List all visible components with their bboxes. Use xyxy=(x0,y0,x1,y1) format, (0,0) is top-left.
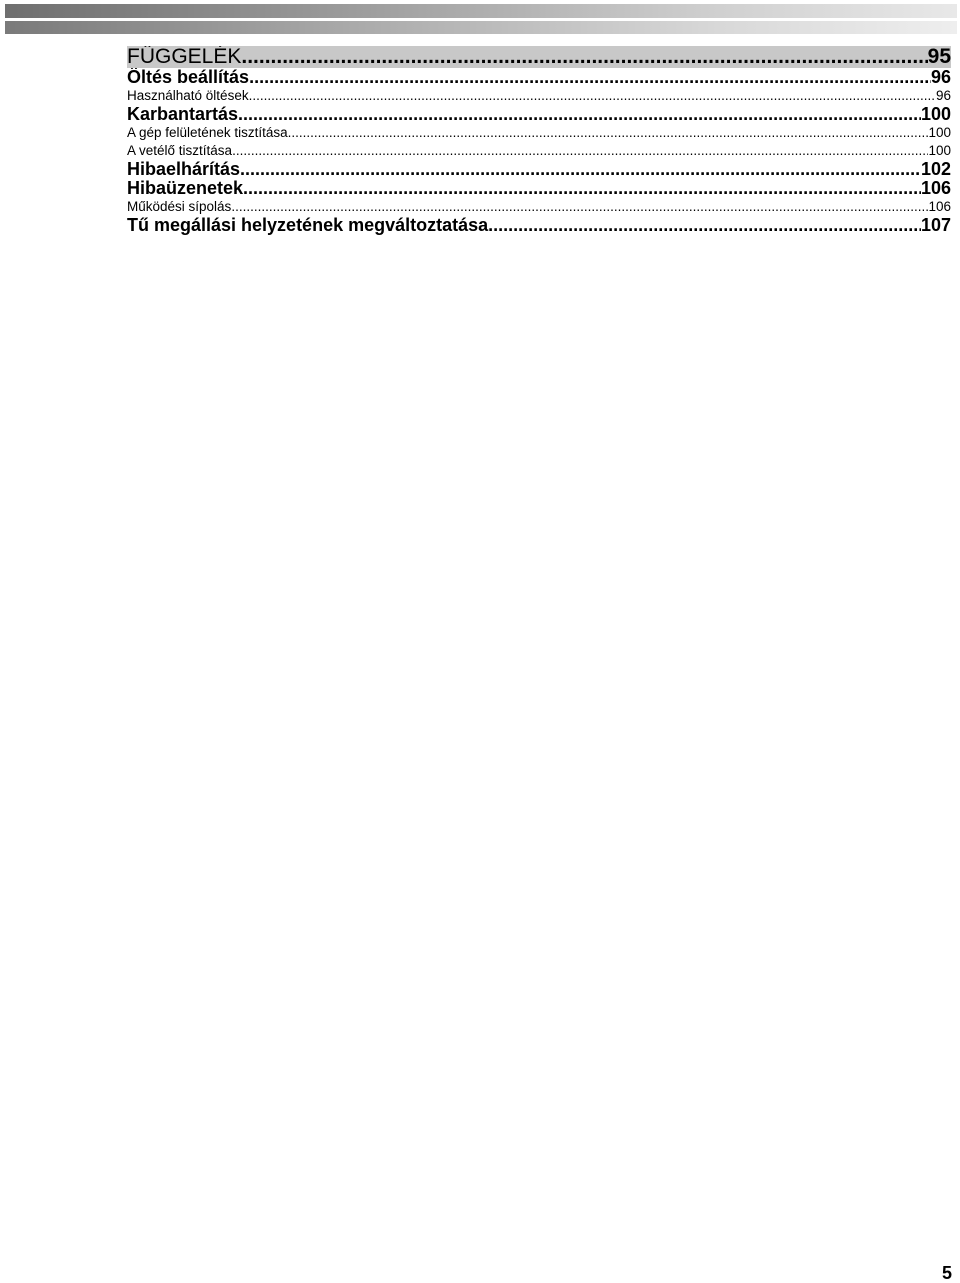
toc-entry-title: Hibaüzenetek xyxy=(127,179,244,198)
toc-entry-title: A gép felületének tisztítása xyxy=(127,125,288,140)
toc-heading-hibaelharitas[interactable] xyxy=(127,160,951,179)
toc-entry-page: 107 xyxy=(920,216,951,235)
toc-entry-title: Tű megállási helyzetének megváltoztatása xyxy=(127,216,489,235)
toc-entry-title: FÜGGELÉK xyxy=(127,46,242,68)
toc-item-hasznalhato-oltesek[interactable] xyxy=(127,87,951,105)
table-of-contents xyxy=(127,46,951,235)
toc-entry-page: 96 xyxy=(935,88,951,103)
toc-leader-dots xyxy=(240,160,921,179)
toc-entry-title: Öltés beállítás xyxy=(127,68,250,87)
toc-heading-tu-megallasi-helyzete[interactable] xyxy=(127,216,951,235)
toc-leader-dots xyxy=(488,216,921,235)
toc-leader-dots xyxy=(288,124,929,142)
toc-entry-page: 102 xyxy=(920,160,951,179)
toc-leader-dots xyxy=(243,179,921,198)
toc-heading-hibauzenetek[interactable] xyxy=(127,179,951,198)
toc-leader-dots xyxy=(249,87,936,105)
toc-item-mukodesi-sipolas[interactable] xyxy=(127,198,951,216)
toc-entry-page: 100 xyxy=(920,105,951,124)
header-decorative-band xyxy=(5,4,957,34)
header-bar-top xyxy=(5,4,957,18)
page-number: 5 xyxy=(941,1263,952,1283)
toc-section-fuggelek[interactable] xyxy=(127,46,951,68)
toc-leader-dots xyxy=(241,46,927,68)
header-bar-bottom xyxy=(5,21,957,34)
toc-entry-title: Karbantartás xyxy=(127,105,239,124)
toc-entry-page: 100 xyxy=(928,143,951,158)
toc-entry-page: 96 xyxy=(930,68,951,87)
toc-leader-dots xyxy=(232,142,928,160)
toc-entry-page: 106 xyxy=(928,199,951,214)
toc-entry-title: Hibaelhárítás xyxy=(127,160,241,179)
toc-entry-page: 95 xyxy=(927,46,951,68)
toc-item-gep-feluletenek-tisztitasa[interactable] xyxy=(127,124,951,142)
toc-entry-page: 106 xyxy=(920,179,951,198)
toc-entry-title: A vetélő tisztítása xyxy=(127,143,233,158)
toc-heading-karbantartas[interactable] xyxy=(127,105,951,124)
toc-leader-dots xyxy=(231,198,928,216)
toc-entry-page: 100 xyxy=(928,125,951,140)
toc-heading-oltes-beallitas[interactable] xyxy=(127,68,951,87)
toc-entry-title: Használható öltések xyxy=(127,88,249,103)
toc-entry-title: Működési sípolás xyxy=(127,199,232,214)
toc-leader-dots xyxy=(238,105,921,124)
toc-leader-dots xyxy=(249,68,931,87)
toc-item-vetelo-tisztitasa[interactable] xyxy=(127,142,951,160)
